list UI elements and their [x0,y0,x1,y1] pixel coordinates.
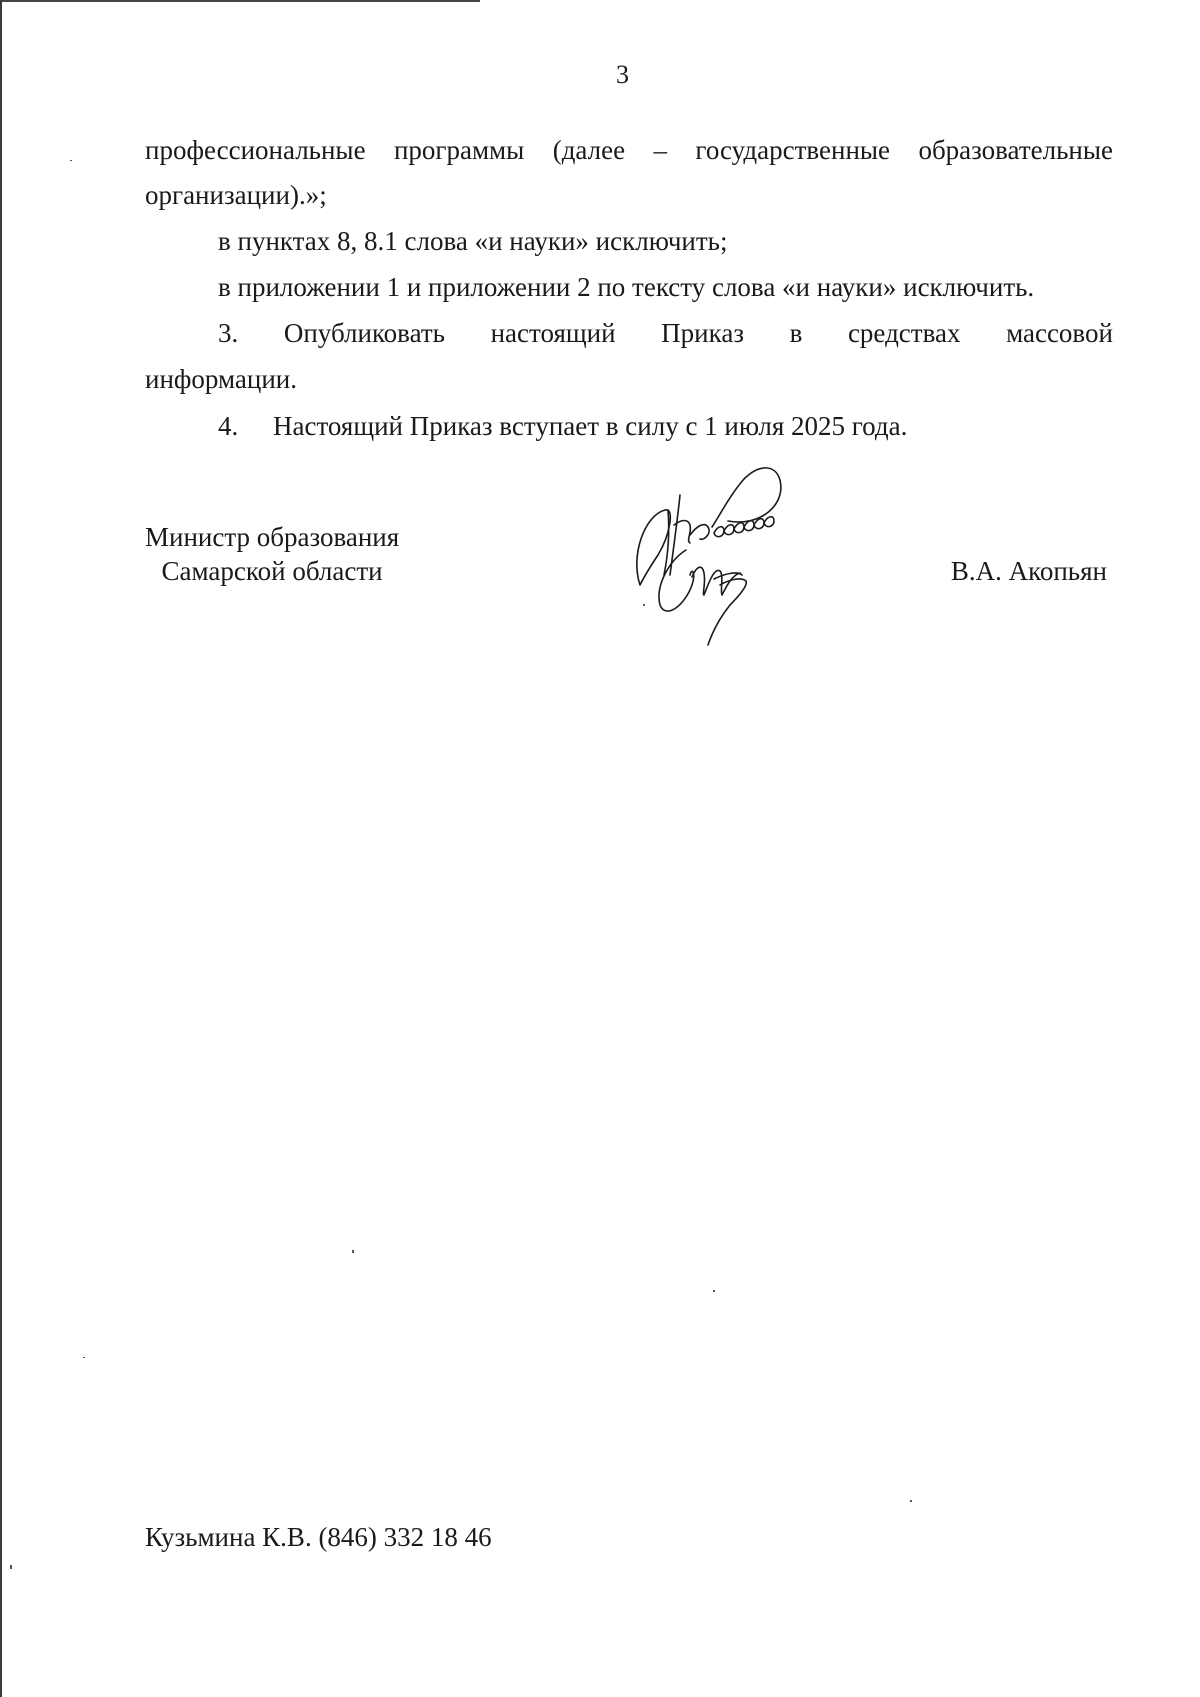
paragraph-5 [218,409,907,443]
scan-speck [352,1250,354,1253]
page-number: 3 [616,60,629,89]
paragraph-4-line-2: информации. [145,364,297,394]
scan-speck [83,1357,85,1358]
word: (далее [552,135,626,165]
signer-name: В.А. Акопьян [950,556,1107,586]
handwritten-signature [630,455,830,655]
scan-speck [910,1500,912,1502]
word: образовательные [918,135,1113,165]
word: программы [393,135,525,165]
signer-position-line-1: Министр образования [145,522,400,552]
signer-position-line-2: Самарской области [161,556,383,586]
word: – [653,135,668,165]
word: 3. [218,318,239,348]
word: средствах [847,318,961,348]
paragraph-1-line-1 [145,133,1113,167]
word: Опубликовать [283,318,445,348]
scan-edge-left [0,0,2,1697]
word: Приказ [661,318,744,348]
word: государственные [695,135,891,165]
word: настоящий [490,318,616,348]
executor-contact: Кузьмина К.В. (846) 332 18 46 [145,1522,492,1552]
signer-position [145,520,399,588]
paragraph-1-line-2: организации).»; [145,180,327,210]
scan-speck [10,1565,12,1569]
paragraph-5-number: 4. [218,411,239,441]
paragraph-4-line-1 [218,316,1113,350]
paragraph-5-text: Настоящий Приказ вступает в силу с 1 июля 2025 года. [273,411,908,441]
paragraph-3: в приложении 1 и приложении 2 по тексту слова «и науки» исключить. [218,272,1035,302]
word: профессиональные [145,135,366,165]
scan-speck [70,160,72,161]
scan-speck [713,1290,715,1292]
paragraph-2: в пунктах 8, 8.1 слова «и науки» исключить; [218,226,728,256]
scan-edge-top [0,0,480,2]
word: массовой [1006,318,1113,348]
word: в [789,318,803,348]
